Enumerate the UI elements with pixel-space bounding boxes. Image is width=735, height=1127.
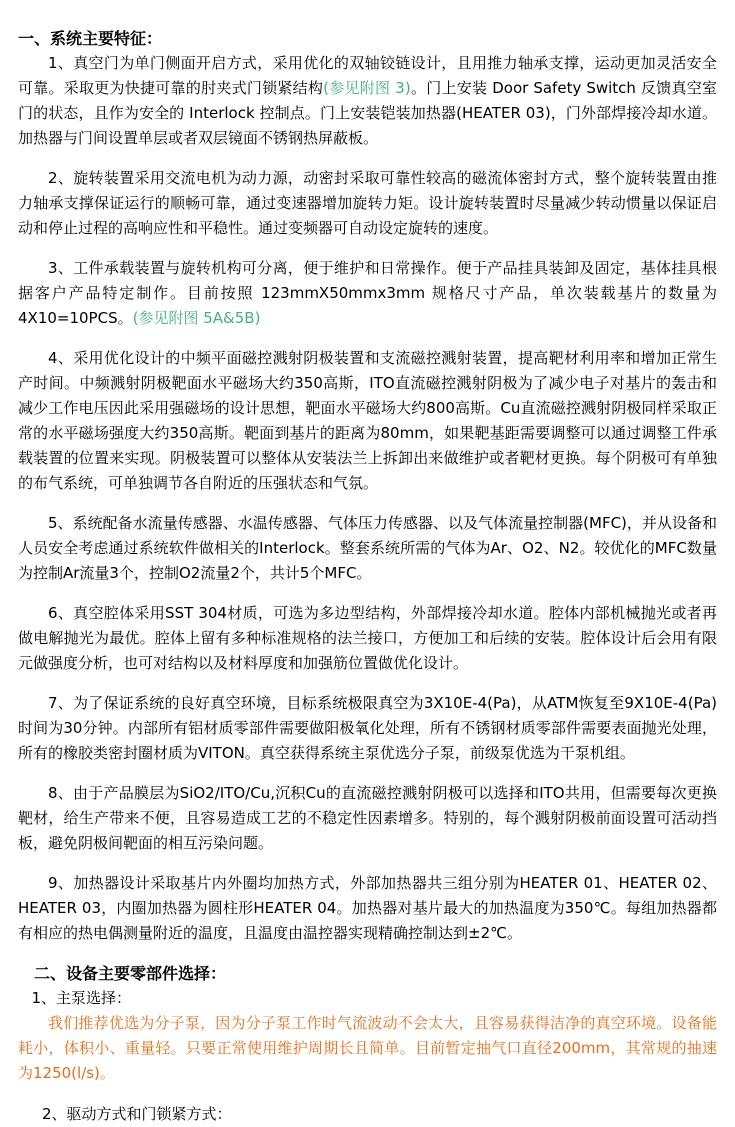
paragraph-3-text: 3、工件承载装置与旋转机构可分离，便于维护和日常操作。便于产品挂具装卸及固定，基体挂具根据客户产品特定制作。目前按照 123mmX50mmx3mm 规格尺寸产品，单次装载基片的数量为4X10=10PCS。 <box>18 259 717 327</box>
main-pump-selection-subheading: 1、主泵选择： <box>31 989 132 1007</box>
feature-paragraph-7: 7、为了保证系统的良好真空环境，目标系统极限真空为3X10E-4(Pa)，从ATM恢复至9X10E-4(Pa)时间为30分钟。内部所有铝材质零部件需要做阳极氧化处理，所有不锈钢材质零部件需要表面抛光处理，所有的橡胶类密封圈材质为VITON。真空获得系统主泵优选分子泵，前级泵优选为干泵机组。 <box>18 694 717 762</box>
drive-and-door-lock-subheading: 2、驱动方式和门锁紧方式： <box>42 1105 232 1123</box>
feature-paragraph-6: 6、真空腔体采用SST 304材质，可选为多边型结构，外部焊接冷却水道。腔体内部机械抛光或者再做电解抛光为最优。腔体上留有多种标准规格的法兰接口，方便加工和后续的安装。腔体设计后会用有限元做强度分析，也可对结构以及材料厚度和加强筋位置做优化设计。 <box>18 604 717 672</box>
figure-5a5b-reference: (参见附图 5A&5B) <box>132 309 261 327</box>
section-1-heading: 一、系统主要特征： <box>18 29 163 48</box>
feature-paragraph-8: 8、由于产品膜层为SiO2/ITO/Cu,沉积Cu的直流磁控溅射阴极可以选择和ITO共用，但需要每次更换靶材，给生产带来不便，且容易造成工艺的不稳定性因素增多。特别的，每个溅射阴极前面设置可活动挡板，避免阴极间靶面的相互污染问题。 <box>18 784 717 852</box>
feature-paragraph-1 <box>18 51 717 151</box>
feature-paragraph-4: 4、采用优化设计的中频平面磁控溅射阴极装置和支流磁控溅射装置，提高靶材利用率和增加正常生产时间。中频溅射阴极靶面水平磁场大约350高斯，ITO直流磁控溅射阴极为了减少电子对基片的轰击和减少工作电压因此采用强磁场的设计思想，靶面水平磁场大约800高斯。Cu直流磁控溅射阴极同样采取正常的水平磁场强度大约350高斯。靶面到基片的距离为80mm，如果靶基距需要调整可以通过调整工件承载装置的位置来实现。阴极装置可以整体从安装法兰上拆卸出来做维护或者靶材更换。每个阴极可有单独的布气系统，可单独调节各自附近的压强状态和气氛。 <box>18 349 717 492</box>
feature-paragraph-3 <box>18 256 717 331</box>
pump-recommendation-paragraph: 我们推荐优选为分子泵，因为分子泵工作时气流波动不会太大，且容易获得洁净的真空环境。设备能耗小，体积小、重量轻。只要正常使用维护周期长且简单。目前暂定抽气口直径200mm，其常规的抽速为1250(l/s)。 <box>18 1014 717 1082</box>
figure-3-reference: (参见附图 3) <box>323 79 411 97</box>
section-2-heading: 二、设备主要零部件选择： <box>34 964 227 983</box>
paragraph-1-text-post: 。门上安装 Door Safety Switch 反馈真空室门的状态，且作为安全的 Interlock 控制点。门上安装铠装加热器(HEATER 03)，门外部焊接冷却水道。加热器与门间设置单层或者双层镜面不锈钢热屏蔽板。 <box>18 79 717 147</box>
paragraph-1-text-pre: 1、真空门为单门侧面开启方式，采用优化的双轴铰链设计，且用推力轴承支撑，运动更加灵活安全可靠。采取更为快捷可靠的肘夹式门锁紧结构 <box>18 54 717 97</box>
feature-paragraph-9: 9、加热器设计采取基片内外圈均加热方式，外部加热器共三组分别为HEATER 01、HEATER 02、HEATER 03，内圈加热器为圆柱形HEATER 04。加热器对基片最大的加热温度为350℃。每组加热器都有相应的热电偶测量附近的温度，且温度由温控器实现精确控制达到±2℃。 <box>18 874 717 942</box>
feature-paragraph-5: 5、系统配备水流量传感器、水温传感器、气体压力传感器、以及气体流量控制器(MFC)，并从设备和人员安全考虑通过系统软件做相关的Interlock。整套系统所需的气体为Ar、O2、N2。较优化的MFC数量为控制Ar流量3个，控制O2流量2个，共计5个MFC。 <box>18 514 717 582</box>
feature-paragraph-2: 2、旋转装置采用交流电机为动力源，动密封采取可靠性较高的磁流体密封方式，整个旋转装置由推力轴承支撑保证运行的顺畅可靠，通过变速器增加旋转力矩。设计旋转装置时尽量减少转动惯量以保证启动和停止过程的高响应性和平稳性。通过变频器可自动设定旋转的速度。 <box>18 169 717 237</box>
